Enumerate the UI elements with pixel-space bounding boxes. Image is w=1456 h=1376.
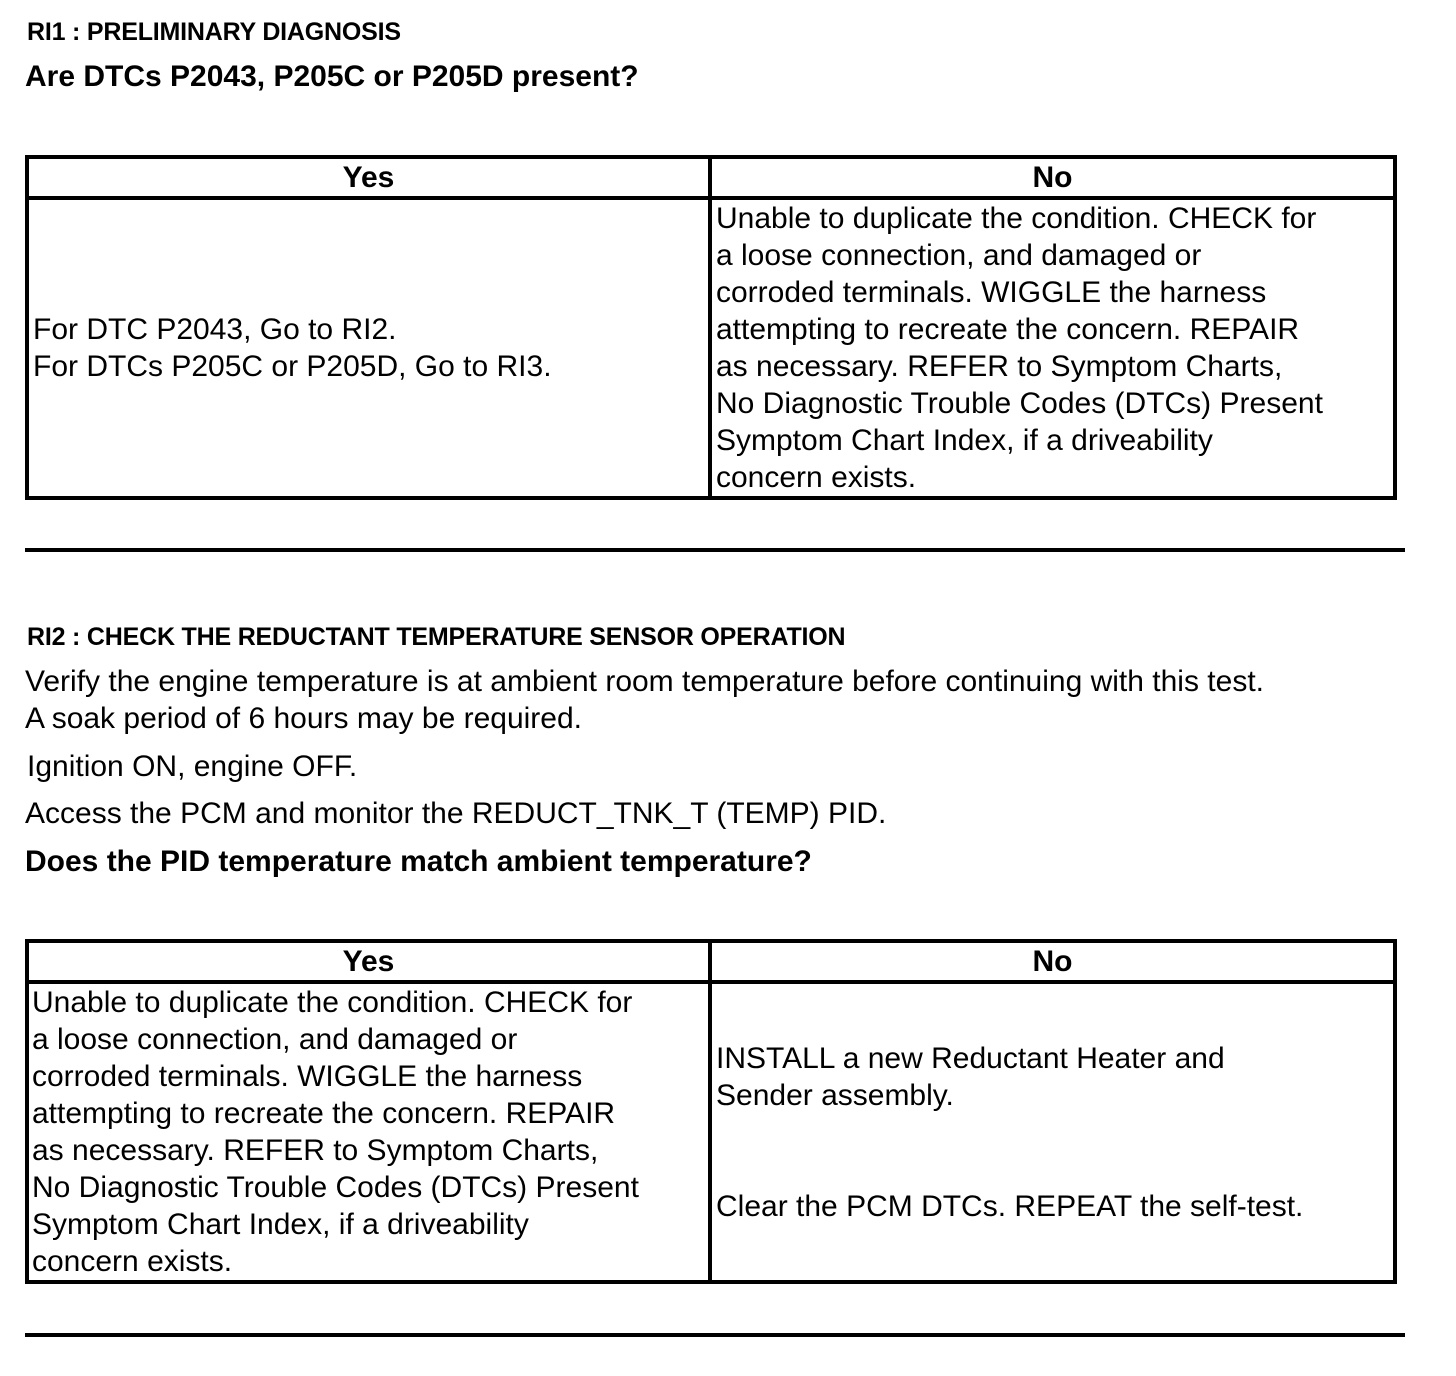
ri1-no-line: concern exists.	[716, 461, 917, 494]
ri2-yes-cell	[27, 982, 710, 1282]
ri1-answer-table	[25, 155, 1397, 500]
ri2-yes-line: corroded terminals. WIGGLE the harness	[32, 1060, 583, 1093]
ri1-yes-line: For DTCs P205C or P205D, Go to RI3.	[33, 350, 552, 383]
ri1-step-title: RI1 : PRELIMINARY DIAGNOSIS	[27, 18, 401, 46]
ri1-no-line: attempting to recreate the concern. REPAIR	[716, 313, 1300, 346]
ri1-no-header: No	[710, 157, 1395, 198]
ri1-no-line: as necessary. REFER to Symptom Charts,	[716, 350, 1283, 383]
ri2-no-line: Clear the PCM DTCs. REPEAT the self-test.	[716, 1190, 1304, 1223]
ri2-yes-line: Symptom Chart Index, if a driveability	[32, 1208, 529, 1241]
ri1-question: Are DTCs P2043, P205C or P205D present?	[25, 60, 639, 93]
ri1-yes-cell	[27, 198, 710, 498]
ri2-instruction: Ignition ON, engine OFF.	[27, 750, 358, 783]
ri2-step-title: RI2 : CHECK THE REDUCTANT TEMPERATURE SENSOR OPERATION	[27, 623, 846, 651]
ri2-no-header: No	[710, 941, 1395, 982]
section-divider	[25, 1333, 1405, 1337]
ri1-yes-line: For DTC P2043, Go to RI2.	[33, 313, 397, 346]
ri2-yes-line: No Diagnostic Trouble Codes (DTCs) Present	[32, 1171, 639, 1204]
ri2-yes-line: attempting to recreate the concern. REPAIR	[32, 1097, 616, 1130]
ri2-instruction: A soak period of 6 hours may be required.	[25, 702, 582, 735]
ri2-yes-line: as necessary. REFER to Symptom Charts,	[32, 1134, 599, 1167]
ri2-question: Does the PID temperature match ambient temperature?	[25, 845, 812, 878]
section-divider	[25, 548, 1405, 552]
ri2-no-line: INSTALL a new Reductant Heater and	[716, 1042, 1225, 1075]
ri2-no-cell	[710, 982, 1395, 1282]
ri1-no-line: No Diagnostic Trouble Codes (DTCs) Present	[716, 387, 1323, 420]
ri2-yes-line: a loose connection, and damaged or	[32, 1023, 518, 1056]
ri2-yes-header: Yes	[27, 941, 710, 982]
ri2-answer-table	[25, 939, 1397, 1284]
ri2-yes-line: concern exists.	[32, 1245, 233, 1278]
ri2-no-line: Sender assembly.	[716, 1079, 954, 1112]
ri1-no-line: corroded terminals. WIGGLE the harness	[716, 276, 1267, 309]
ri2-instruction: Verify the engine temperature is at ambient room temperature before continuing with this test.	[25, 665, 1264, 698]
ri1-no-line: Symptom Chart Index, if a driveability	[716, 424, 1213, 457]
ri1-no-line: a loose connection, and damaged or	[716, 239, 1202, 272]
ri1-no-cell	[710, 198, 1395, 498]
ri1-no-line: Unable to duplicate the condition. CHECK for	[716, 202, 1317, 235]
ri1-yes-header: Yes	[27, 157, 710, 198]
ri2-instruction: Access the PCM and monitor the REDUCT_TNK_T (TEMP) PID.	[25, 797, 887, 830]
ri2-yes-line: Unable to duplicate the condition. CHECK for	[32, 986, 633, 1019]
